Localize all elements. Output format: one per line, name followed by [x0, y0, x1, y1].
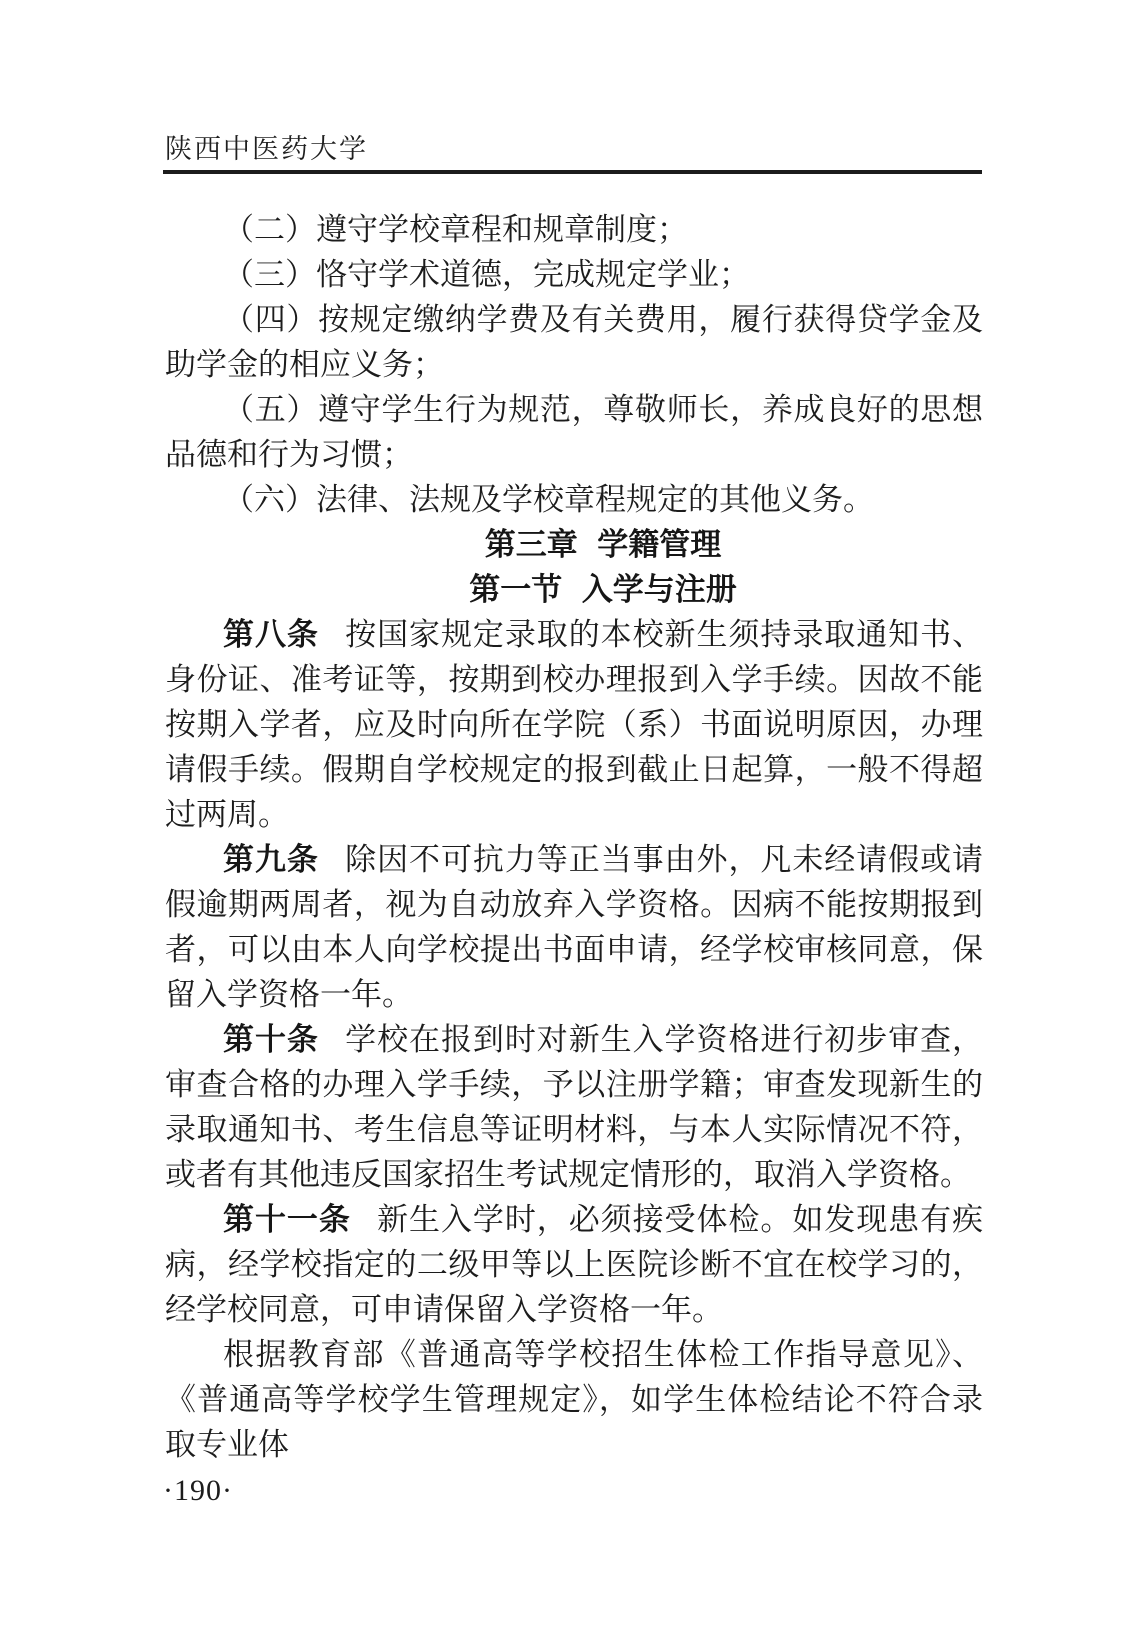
closing-paragraph: 根据教育部《普通高等学校招生体检工作指导意见》、《普通高等学校学生管理规定》，如学生体检结论不符合录取专业体 — [165, 1337, 983, 1462]
article-11 — [165, 1197, 983, 1332]
article-8-text: 按国家规定录取的本校新生须持录取通知书、身份证、准考证等，按期到校办理报到入学手续。因故不能按期入学者，应及时向所在学院（系）书面说明原因，办理请假手续。假期自学校规定的报到截止日起算，一般不得超过两周。 — [165, 617, 984, 832]
article-9-label: 第九条 — [223, 842, 319, 877]
article-9-text: 除因不可抗力等正当事由外，凡未经请假或请假逾期两周者，视为自动放弃入学资格。因病不能按期报到者，可以由本人向学校提出书面申请，经学校审核同意，保留入学资格一年。 — [165, 842, 984, 1012]
page-number: ·190· — [163, 1474, 233, 1507]
article-10-text: 学校在报到时对新生入学资格进行初步审查，审查合格的办理入学手续，予以注册学籍；审查发现新生的录取通知书、考生信息等证明材料，与本人实际情况不符，或者有其他违反国家招生考试规定情形的，取消入学资格。 — [165, 1022, 984, 1192]
article-11-label: 第十一条 — [223, 1202, 351, 1237]
document-body — [165, 207, 983, 1467]
obligation-item-6: （六）法律、法规及学校章程规定的其他义务。 — [223, 482, 874, 517]
article-9 — [165, 837, 983, 1017]
article-11-text: 新生入学时，必须接受体检。如发现患有疾病，经学校指定的二级甲等以上医院诊断不宜在校学习的，经学校同意，可申请保留入学资格一年。 — [165, 1202, 984, 1327]
article-10 — [165, 1017, 983, 1197]
article-8-label: 第八条 — [223, 617, 319, 652]
obligation-item-2: （二）遵守学校章程和规章制度； — [223, 212, 688, 247]
header-rule — [163, 170, 982, 174]
article-8 — [165, 612, 983, 837]
chapter-heading: 第三章 学籍管理 — [484, 527, 722, 562]
section-heading: 第一节 入学与注册 — [469, 572, 737, 607]
running-head-school-name: 陕西中医药大学 — [165, 134, 368, 164]
obligation-item-3: （三）恪守学术道德，完成规定学业； — [223, 257, 750, 292]
obligation-item-5: （五）遵守学生行为规范，尊敬师长，养成良好的思想品德和行为习惯； — [165, 392, 983, 472]
article-10-label: 第十条 — [223, 1022, 319, 1057]
obligation-item-4: （四）按规定缴纳学费及有关费用，履行获得贷学金及助学金的相应义务； — [165, 302, 983, 382]
